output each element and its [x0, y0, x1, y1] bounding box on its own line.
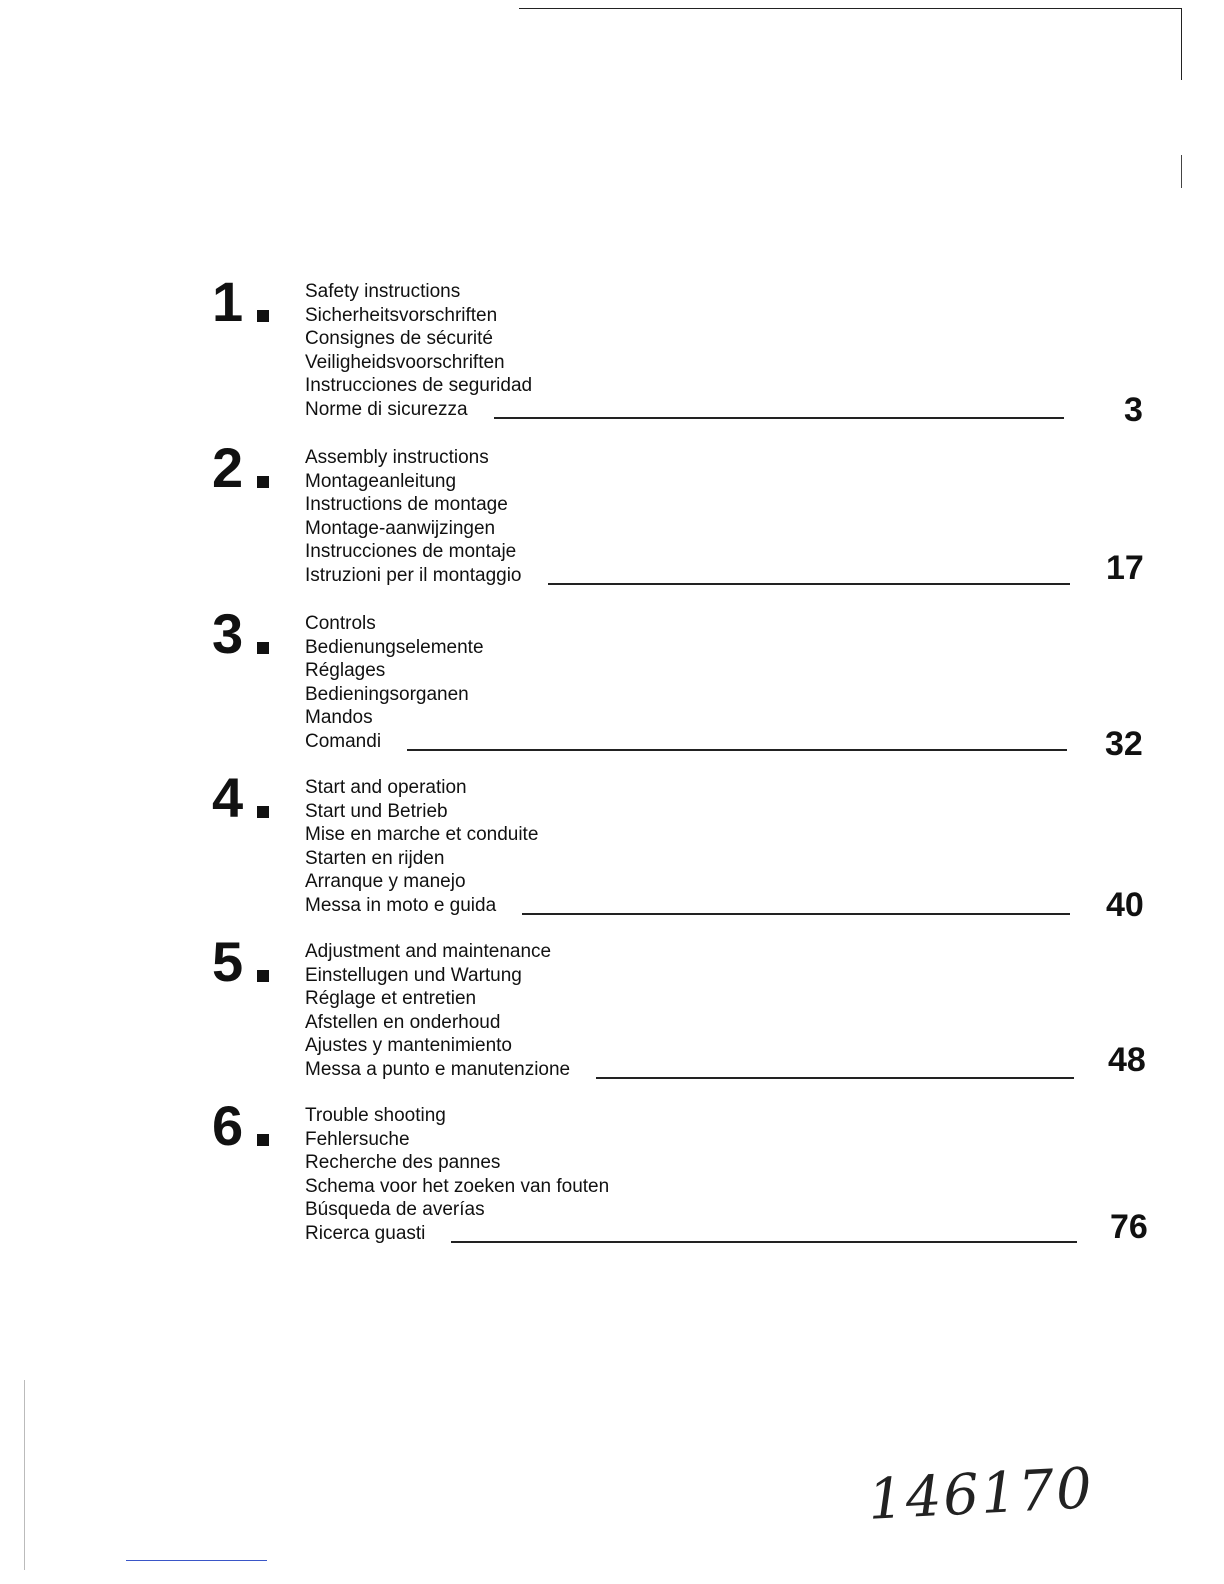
- title-it-row: [305, 564, 1070, 588]
- title-it: Istruzioni per il montaggio: [305, 564, 522, 586]
- leader-line: [494, 417, 1064, 419]
- title-it: Norme di sicurezza: [305, 398, 468, 420]
- title-it-row: [305, 1222, 1077, 1246]
- title-it-row: [305, 1058, 1074, 1082]
- title-es: Instrucciones de montaje: [305, 541, 517, 563]
- section-bullet: [257, 970, 269, 982]
- section-titles: [305, 280, 1064, 422]
- section-bullet: [257, 476, 269, 488]
- top-border-line: [519, 8, 1182, 9]
- title-de: Bedienungselemente: [305, 636, 484, 658]
- title-en: Start and operation: [305, 777, 467, 798]
- page-number: 32: [1105, 725, 1143, 763]
- title-it: Messa in moto e guida: [305, 894, 497, 916]
- title-en: Adjustment and maintenance: [305, 941, 552, 962]
- title-es: Búsqueda de averías: [305, 1199, 485, 1221]
- page-number: 48: [1108, 1041, 1146, 1079]
- title-es: Arranque y manejo: [305, 871, 466, 893]
- title-fr: Mise en marche et conduite: [305, 824, 539, 846]
- title-de: Einstellugen und Wartung: [305, 964, 522, 986]
- leader-line: [522, 913, 1070, 915]
- title-en: Assembly instructions: [305, 447, 489, 468]
- title-es: Ajustes y mantenimiento: [305, 1035, 512, 1057]
- title-it: Comandi: [305, 730, 382, 752]
- title-nl: Afstellen en onderhoud: [305, 1011, 501, 1033]
- title-fr: Recherche des pannes: [305, 1152, 501, 1174]
- section-number: 1: [212, 270, 243, 333]
- title-nl: Bedieningsorganen: [305, 683, 469, 705]
- section-number: 6: [212, 1094, 243, 1157]
- title-fr: Réglages: [305, 660, 386, 682]
- left-border-mark: [24, 1380, 25, 1570]
- section-titles: [305, 1104, 1077, 1246]
- title-nl: Schema voor het zoeken van fouten: [305, 1175, 610, 1197]
- leader-line: [548, 583, 1070, 585]
- title-it-row: [305, 730, 1067, 754]
- page-number: 17: [1106, 549, 1144, 587]
- section-bullet: [257, 1134, 269, 1146]
- section-number: 4: [212, 766, 243, 829]
- section-bullet: [257, 310, 269, 322]
- title-de: Start und Betrieb: [305, 800, 448, 822]
- leader-line: [407, 749, 1067, 751]
- bottom-underline: [126, 1560, 267, 1561]
- leader-line: [596, 1077, 1074, 1079]
- title-it-row: [305, 398, 1064, 422]
- page-number: 3: [1124, 391, 1143, 429]
- title-nl: Montage-aanwijzingen: [305, 517, 496, 539]
- title-fr: Instructions de montage: [305, 494, 508, 516]
- page-number: 40: [1106, 886, 1144, 924]
- title-en: Safety instructions: [305, 281, 461, 302]
- section-titles: [305, 940, 1074, 1082]
- title-de: Fehlersuche: [305, 1128, 410, 1150]
- title-fr: Consignes de sécurité: [305, 328, 493, 350]
- title-en: Controls: [305, 613, 376, 634]
- section-number: 2: [212, 436, 243, 499]
- section-titles: [305, 446, 1070, 588]
- section-number: 5: [212, 930, 243, 993]
- page-number: 76: [1110, 1208, 1148, 1246]
- title-it: Messa a punto e manutenzione: [305, 1058, 571, 1080]
- handwritten-number: 146170: [866, 1456, 1096, 1533]
- title-nl: Starten en rijden: [305, 847, 445, 869]
- section-titles: [305, 612, 1067, 754]
- section-titles: [305, 776, 1070, 918]
- title-es: Instrucciones de seguridad: [305, 375, 533, 397]
- right-border-mark: [1181, 155, 1182, 188]
- title-it-row: [305, 894, 1070, 918]
- title-en: Trouble shooting: [305, 1105, 446, 1126]
- title-de: Sicherheitsvorschriften: [305, 304, 498, 326]
- title-nl: Veiligheidsvoorschriften: [305, 351, 505, 373]
- section-bullet: [257, 806, 269, 818]
- section-bullet: [257, 642, 269, 654]
- section-number: 3: [212, 602, 243, 665]
- title-fr: Réglage et entretien: [305, 988, 477, 1010]
- leader-line: [451, 1241, 1077, 1243]
- right-border-line: [1181, 8, 1182, 80]
- title-es: Mandos: [305, 707, 373, 729]
- title-de: Montageanleitung: [305, 470, 457, 492]
- title-it: Ricerca guasti: [305, 1222, 426, 1244]
